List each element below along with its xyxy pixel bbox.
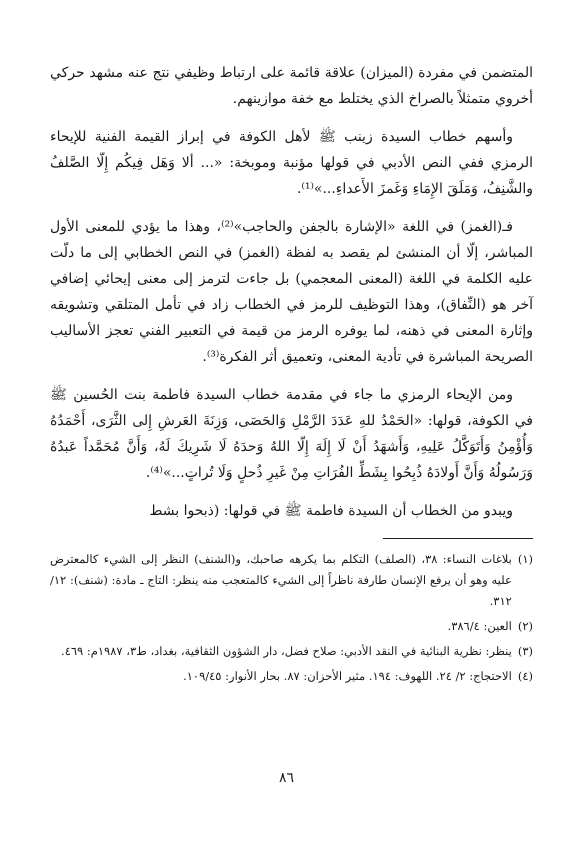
footnote-3 (50, 641, 533, 662)
footnote-text: بلاغات النساء: ٣٨، (الصلف) التكلم بما يكرهه صاحبك، و(الشنف) النظر إلى الشيء كالمعترض عليه وهو أن يرفع الإنسان طارفة ناظراً إلى الشيء كالمتعجب منه ينظر: التاج ـ مادة: (شنف): ١٢/ ٣١٢. (50, 552, 512, 608)
footnote-number: (١) (517, 552, 533, 566)
footnote-1 (50, 549, 533, 612)
footnote-separator (383, 538, 533, 539)
footnote-number: (٤) (517, 669, 533, 683)
footnote-text: الاحتجاج: ٢/ ٢٤. اللهوف: ١٩٤. مثير الأحزان: ٨٧. بحار الأنوار: ١٠٩/٤٥. (183, 669, 512, 683)
footnote-2 (50, 616, 533, 637)
footnote-text: ينظر: نظرية البنائية في النقد الأدبي: صلاح فضل، دار الشؤون الثقافية، بغداد، ط٣، ١٩٨٧م: ٤٦٩. (61, 644, 512, 658)
page-body (50, 60, 533, 691)
footnote-text: العين: ٣٨٦/٤. (447, 619, 512, 633)
footnote-number: (٣) (517, 644, 533, 658)
footnote-number: (٢) (517, 619, 533, 633)
paragraph-1: المتضمن في مفردة (الميزان) علاقة قائمة على ارتباط وظيفي نتج عنه مشهد حركي أخروي متمثلاً بالصراخ الذي يختلط مع خفة موازينهم. (50, 65, 533, 107)
paragraph-5: ويبدو من الخطاب أن السيدة فاطمة ﷺ في قولها: (ذبحوا بشط (149, 503, 513, 519)
paragraph-4: ومن الإيحاء الرمزي ما جاء في مقدمة خطاب السيدة فاطمة بنت الحُسين ﷺ في الكوفة، قولها: «الحَمْدُ للهِ عَدَدَ الرَّمْلِ وَالحَصَى، وَزِنَةَ العَرشِ إِلى الثَّرَى، أَحْمَدُهُ وَأُؤْمِنُ وَأَتَوَكَّلُ عَلِيهِ، وَأَشهَدُ أَنْ لَا إِلَهَ إِلّا اللهُ وَحدَهُ لَا شَرِيكَ لَهُ، وَأَنَّ مُحَمَّداً عَبدُهُ وَرَسُولُهُ وَأَنَّ أَولادَهُ ذُبِحُوا بِشَطِّ الفُرَاتِ مِنْ غَيرِ ذُحلٍ وَلَا تُراتٍ...»⁽⁴⁾. (50, 387, 533, 481)
footnote-4 (50, 666, 533, 687)
paragraph-2: وأسهم خطاب السيدة زينب ﷺ لأهل الكوفة في إبراز القيمة الفنية للإيحاء الرمزي ففي النص الأدبي في قولها مؤنبة وموبخة: «... ألا وَهَل فِيكُم إِلّا الصَّلفُ والشَّنِفُ، وَمَلَقَ الإِمَاءِ وَغَمزَ الأَعداءِ...»⁽¹⁾. (50, 129, 533, 197)
paragraph-3: فـ(الغمز) في اللغة «الإشارة بالجفن والحاجب»⁽²⁾، وهذا ما يؤدي للمعنى الأول المباشر، إلّا أن المنشئ لم يقصد به لفظة (الغمز) في النص الخطابي إلى ما دلّت عليه الكلمة في اللغة (المعنى المعجمي) بل جاءت لترمز إلى معنى إيحائي إضافي آخر هو (النِّفاق)، وهذا التوظيف للرمز في الخطاب زاد في تأمل المتلقي وتشويقه وإثارة المعنى في ذهنه، لما يوفره الرمز من قيمة في التعبير الفني تعجز الأساليب الصريحة المباشرة في تأدية المعنى، وتعميق أثر الفكرة⁽³⁾. (50, 219, 533, 365)
page-number: ٨٦ (278, 770, 295, 786)
